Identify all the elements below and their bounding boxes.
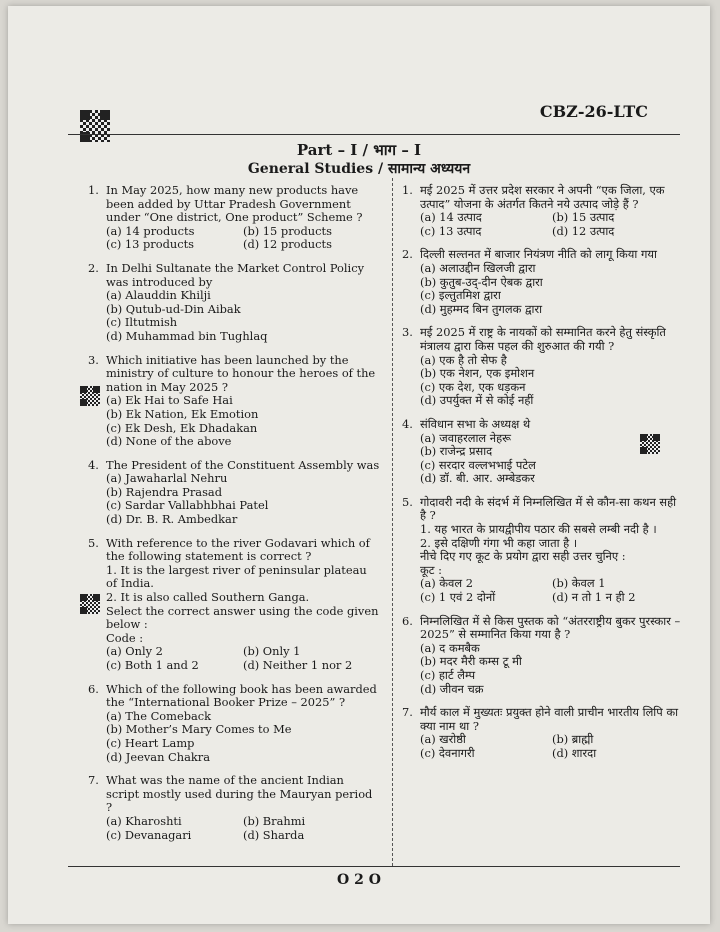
answer-option: (d) जीवन चक्र xyxy=(420,681,484,696)
question-text: What was the name of the ancient Indian script mostly used during the Mauryan period ? xyxy=(106,773,373,815)
question-number: 3. xyxy=(402,325,413,340)
question-statement: 2. It is also called Southern Ganga. xyxy=(106,590,310,605)
answer-option: (a) Alauddin Khilji xyxy=(106,288,211,303)
answer-option: (c) इल्तुतमिश द्वारा xyxy=(420,288,501,303)
answer-option: (b) कुतुब-उद्-दीन ऐबक द्वारा xyxy=(420,274,543,289)
answer-option: (c) हार्ट लैम्प xyxy=(420,668,476,682)
answer-option: (a) खरोष्ठी xyxy=(420,732,466,747)
question-number: 6. xyxy=(402,613,413,628)
answer-option: (d) Jeevan Chakra xyxy=(106,749,211,764)
question-text: With reference to the river Godavari which of the following statement is correct ? xyxy=(106,535,370,564)
answer-option: (b) Mother’s Mary Comes to Me xyxy=(106,722,292,737)
answer-option: (b) 15 उत्पाद xyxy=(552,210,615,225)
answer-option: (c) Ek Desh, Ek Dhadakan xyxy=(106,420,258,435)
answer-option: (b) Ek Nation, Ek Emotion xyxy=(106,406,259,421)
question-header xyxy=(88,537,380,564)
answer-option: (d) 12 उत्पाद xyxy=(552,223,615,238)
answer-option: (b) राजेन्द्र प्रसाद xyxy=(420,444,493,459)
question-item xyxy=(88,354,380,449)
question-item xyxy=(402,706,684,760)
qr-code-icon xyxy=(80,110,110,142)
question-header xyxy=(402,248,684,262)
english-column xyxy=(88,184,380,852)
question-text: दिल्ली सल्तनत में बाजार नियंत्रण नीति को लागू किया गया xyxy=(420,247,657,262)
answer-option: (c) Heart Lamp xyxy=(106,735,195,750)
question-text: The President of the Constituent Assembly was xyxy=(106,457,380,472)
answer-option: (d) डॉ. बी. आर. अम्बेडकर xyxy=(420,471,535,486)
question-header xyxy=(402,326,684,353)
question-header xyxy=(88,683,380,710)
question-statement: कूट : xyxy=(420,562,442,577)
question-header xyxy=(402,706,684,733)
answer-option: (a) Kharoshti xyxy=(106,813,182,828)
question-text: In Delhi Sultanate the Market Control Policy was introduced by xyxy=(106,260,365,289)
options-list xyxy=(88,815,380,842)
answer-option: (c) 13 उत्पाद xyxy=(420,223,482,238)
question-statement: 1. यह भारत के प्रायद्वीपीय पठार की सबसे लम्बी नदी है । xyxy=(420,522,657,537)
part-title: Part – I / भाग – I xyxy=(296,141,422,159)
top-rule xyxy=(68,134,680,135)
hindi-column xyxy=(402,184,684,771)
question-text: In May 2025, how many new products have been added by Uttar Pradesh Government under “One district, One product” Scheme ? xyxy=(106,183,363,225)
question-item xyxy=(402,496,684,605)
paper-code: CBZ-26-LTC xyxy=(539,102,648,121)
answer-option: (b) ब्राह्मी xyxy=(552,732,594,747)
question-header xyxy=(88,459,380,473)
answer-option: (b) Qutub-ud-Din Aibak xyxy=(106,301,241,316)
answer-option: (d) उपर्युक्त में से कोई नहीं xyxy=(420,393,534,408)
answer-option: (c) Sardar Vallabhbhai Patel xyxy=(106,498,269,513)
qr-code-icon xyxy=(80,386,100,406)
question-header xyxy=(402,496,684,523)
question-item xyxy=(88,184,380,252)
answer-option: (a) 14 products xyxy=(106,223,195,238)
question-header xyxy=(402,615,684,642)
answer-option: (a) Jawaharlal Nehru xyxy=(106,471,228,486)
answer-option: (d) Dr. B. R. Ambedkar xyxy=(106,512,238,527)
question-statement: 2. इसे दक्षिणी गंगा भी कहा जाता है । xyxy=(420,535,578,550)
options-list xyxy=(402,354,684,408)
options-list xyxy=(88,645,380,672)
answer-option: (d) 12 products xyxy=(243,237,332,252)
question-number: 7. xyxy=(88,773,99,788)
options-list xyxy=(402,733,684,760)
options-list xyxy=(88,225,380,252)
answer-option: (b) केवल 1 xyxy=(552,576,606,591)
question-number: 1. xyxy=(402,183,413,197)
answer-option: (c) 13 products xyxy=(106,237,195,252)
question-header xyxy=(88,774,380,815)
exam-page xyxy=(8,6,710,924)
answer-option: (a) केवल 2 xyxy=(420,576,473,591)
question-header xyxy=(88,354,380,395)
answer-option: (d) मुहम्मद बिन तुगलक द्वारा xyxy=(420,301,543,316)
answer-option: (c) 1 एवं 2 दोनों xyxy=(420,590,496,605)
answer-option: (a) 14 उत्पाद xyxy=(420,210,482,225)
question-item xyxy=(88,683,380,765)
question-item xyxy=(402,248,684,316)
answer-option: (d) Neither 1 nor 2 xyxy=(243,658,353,672)
answer-option: (a) Ek Hai to Safe Hai xyxy=(106,393,233,408)
question-text: निम्नलिखित में से किस पुस्तक को “अंतरराष्ट्रीय बुकर पुरस्कार – 2025” से सम्मानित किया गया है ? xyxy=(420,613,681,642)
answer-option: (c) एक देश, एक धड़कन xyxy=(420,379,526,394)
question-item xyxy=(88,774,380,842)
question-number: 3. xyxy=(88,352,99,367)
answer-option: (a) जवाहरलाल नेहरू xyxy=(420,430,511,445)
bottom-rule xyxy=(68,866,680,867)
question-statement: 1. It is the largest river of peninsular plateau of India. xyxy=(106,562,367,591)
answer-option: (b) मदर मैरी कम्स टू मी xyxy=(420,654,522,669)
answer-option: (a) अलाउद्दीन खिलजी द्वारा xyxy=(420,260,536,275)
qr-code-icon xyxy=(640,434,660,454)
question-item xyxy=(88,537,380,673)
question-text: संविधान सभा के अध्यक्ष थे xyxy=(420,416,531,431)
answer-option: (c) Iltutmish xyxy=(106,315,178,330)
question-text: मई 2025 में राष्ट्र के नायकों को सम्मानित करने हेतु संस्कृति मंत्रालय द्वारा किस पहल की शुरुआत की गयी ? xyxy=(420,325,666,353)
question-item xyxy=(402,615,684,697)
question-text: Which initiative has been launched by the ministry of culture to honour the heroes of the nation in May 2025 ? xyxy=(106,352,376,394)
options-list xyxy=(402,577,684,604)
question-item xyxy=(402,326,684,408)
qr-code-icon xyxy=(80,594,100,614)
question-statement: नीचे दिए गए कूट के प्रयोग द्वारा सही उत्तर चुनिए : xyxy=(420,549,626,564)
question-number: 1. xyxy=(88,183,99,197)
question-text: मौर्य काल में मुख्यतः प्रयुक्त होने वाली प्राचीन भारतीय लिपि का क्या नाम था ? xyxy=(420,705,679,733)
answer-option: (b) 15 products xyxy=(243,223,332,238)
question-number: 5. xyxy=(88,535,99,550)
answer-option: (a) The Comeback xyxy=(106,708,212,723)
answer-option: (a) Only 2 xyxy=(106,644,163,659)
options-list xyxy=(88,289,380,343)
options-list xyxy=(402,211,684,238)
question-number: 4. xyxy=(88,457,99,472)
question-header xyxy=(88,262,380,289)
options-list xyxy=(88,710,380,764)
answer-option: (b) Brahmi xyxy=(243,813,306,828)
question-text: Which of the following book has been awarded the “International Booker Prize – 2025” ? xyxy=(106,681,377,710)
page-marker: O 2 O xyxy=(337,872,381,888)
answer-option: (a) द कमबैक xyxy=(420,640,480,655)
question-item xyxy=(402,184,684,238)
answer-option: (d) शारदा xyxy=(552,745,597,760)
options-list xyxy=(402,262,684,316)
section-title: General Studies / सामान्य अध्ययन xyxy=(247,161,471,177)
answer-option: (c) देवनागरी xyxy=(420,745,475,760)
answer-option: (a) एक है तो सेफ है xyxy=(420,352,507,367)
question-header xyxy=(402,418,684,432)
answer-option: (d) न तो 1 न ही 2 xyxy=(552,590,636,605)
question-text: मई 2025 में उत्तर प्रदेश सरकार ने अपनी “एक जिला, एक उत्पाद” योजना के अंतर्गत कितने नये उत्पाद जोड़े हैं ? xyxy=(420,183,665,211)
question-number: 2. xyxy=(88,260,99,275)
question-number: 2. xyxy=(402,247,413,262)
question-item xyxy=(88,262,380,344)
answer-option: (b) Only 1 xyxy=(243,644,301,659)
answer-option: (c) Both 1 and 2 xyxy=(106,658,199,672)
answer-option: (d) Muhammad bin Tughlaq xyxy=(106,328,268,343)
answer-option: (c) सरदार वल्लभभाई पटेल xyxy=(420,457,536,472)
question-number: 4. xyxy=(402,416,413,431)
question-header xyxy=(402,184,684,211)
question-statement: Code : xyxy=(106,630,144,645)
question-number: 5. xyxy=(402,494,413,509)
answer-option: (b) एक नेशन, एक इमोशन xyxy=(420,366,535,381)
options-list xyxy=(88,394,380,448)
options-list xyxy=(88,472,380,526)
answer-option: (c) Devanagari xyxy=(106,827,192,842)
question-number: 7. xyxy=(402,705,413,720)
answer-option: (b) Rajendra Prasad xyxy=(106,484,223,499)
options-list xyxy=(402,642,684,696)
question-header xyxy=(88,184,380,225)
question-item xyxy=(88,459,380,527)
column-divider xyxy=(392,178,393,866)
question-text: गोदावरी नदी के संदर्भ में निम्नलिखित में से कौन-सा कथन सही है ? xyxy=(420,494,677,523)
question-statement: Select the correct answer using the code given below : xyxy=(106,603,379,632)
answer-option: (d) Sharda xyxy=(243,827,305,842)
answer-option: (d) None of the above xyxy=(106,434,232,449)
question-number: 6. xyxy=(88,681,99,696)
